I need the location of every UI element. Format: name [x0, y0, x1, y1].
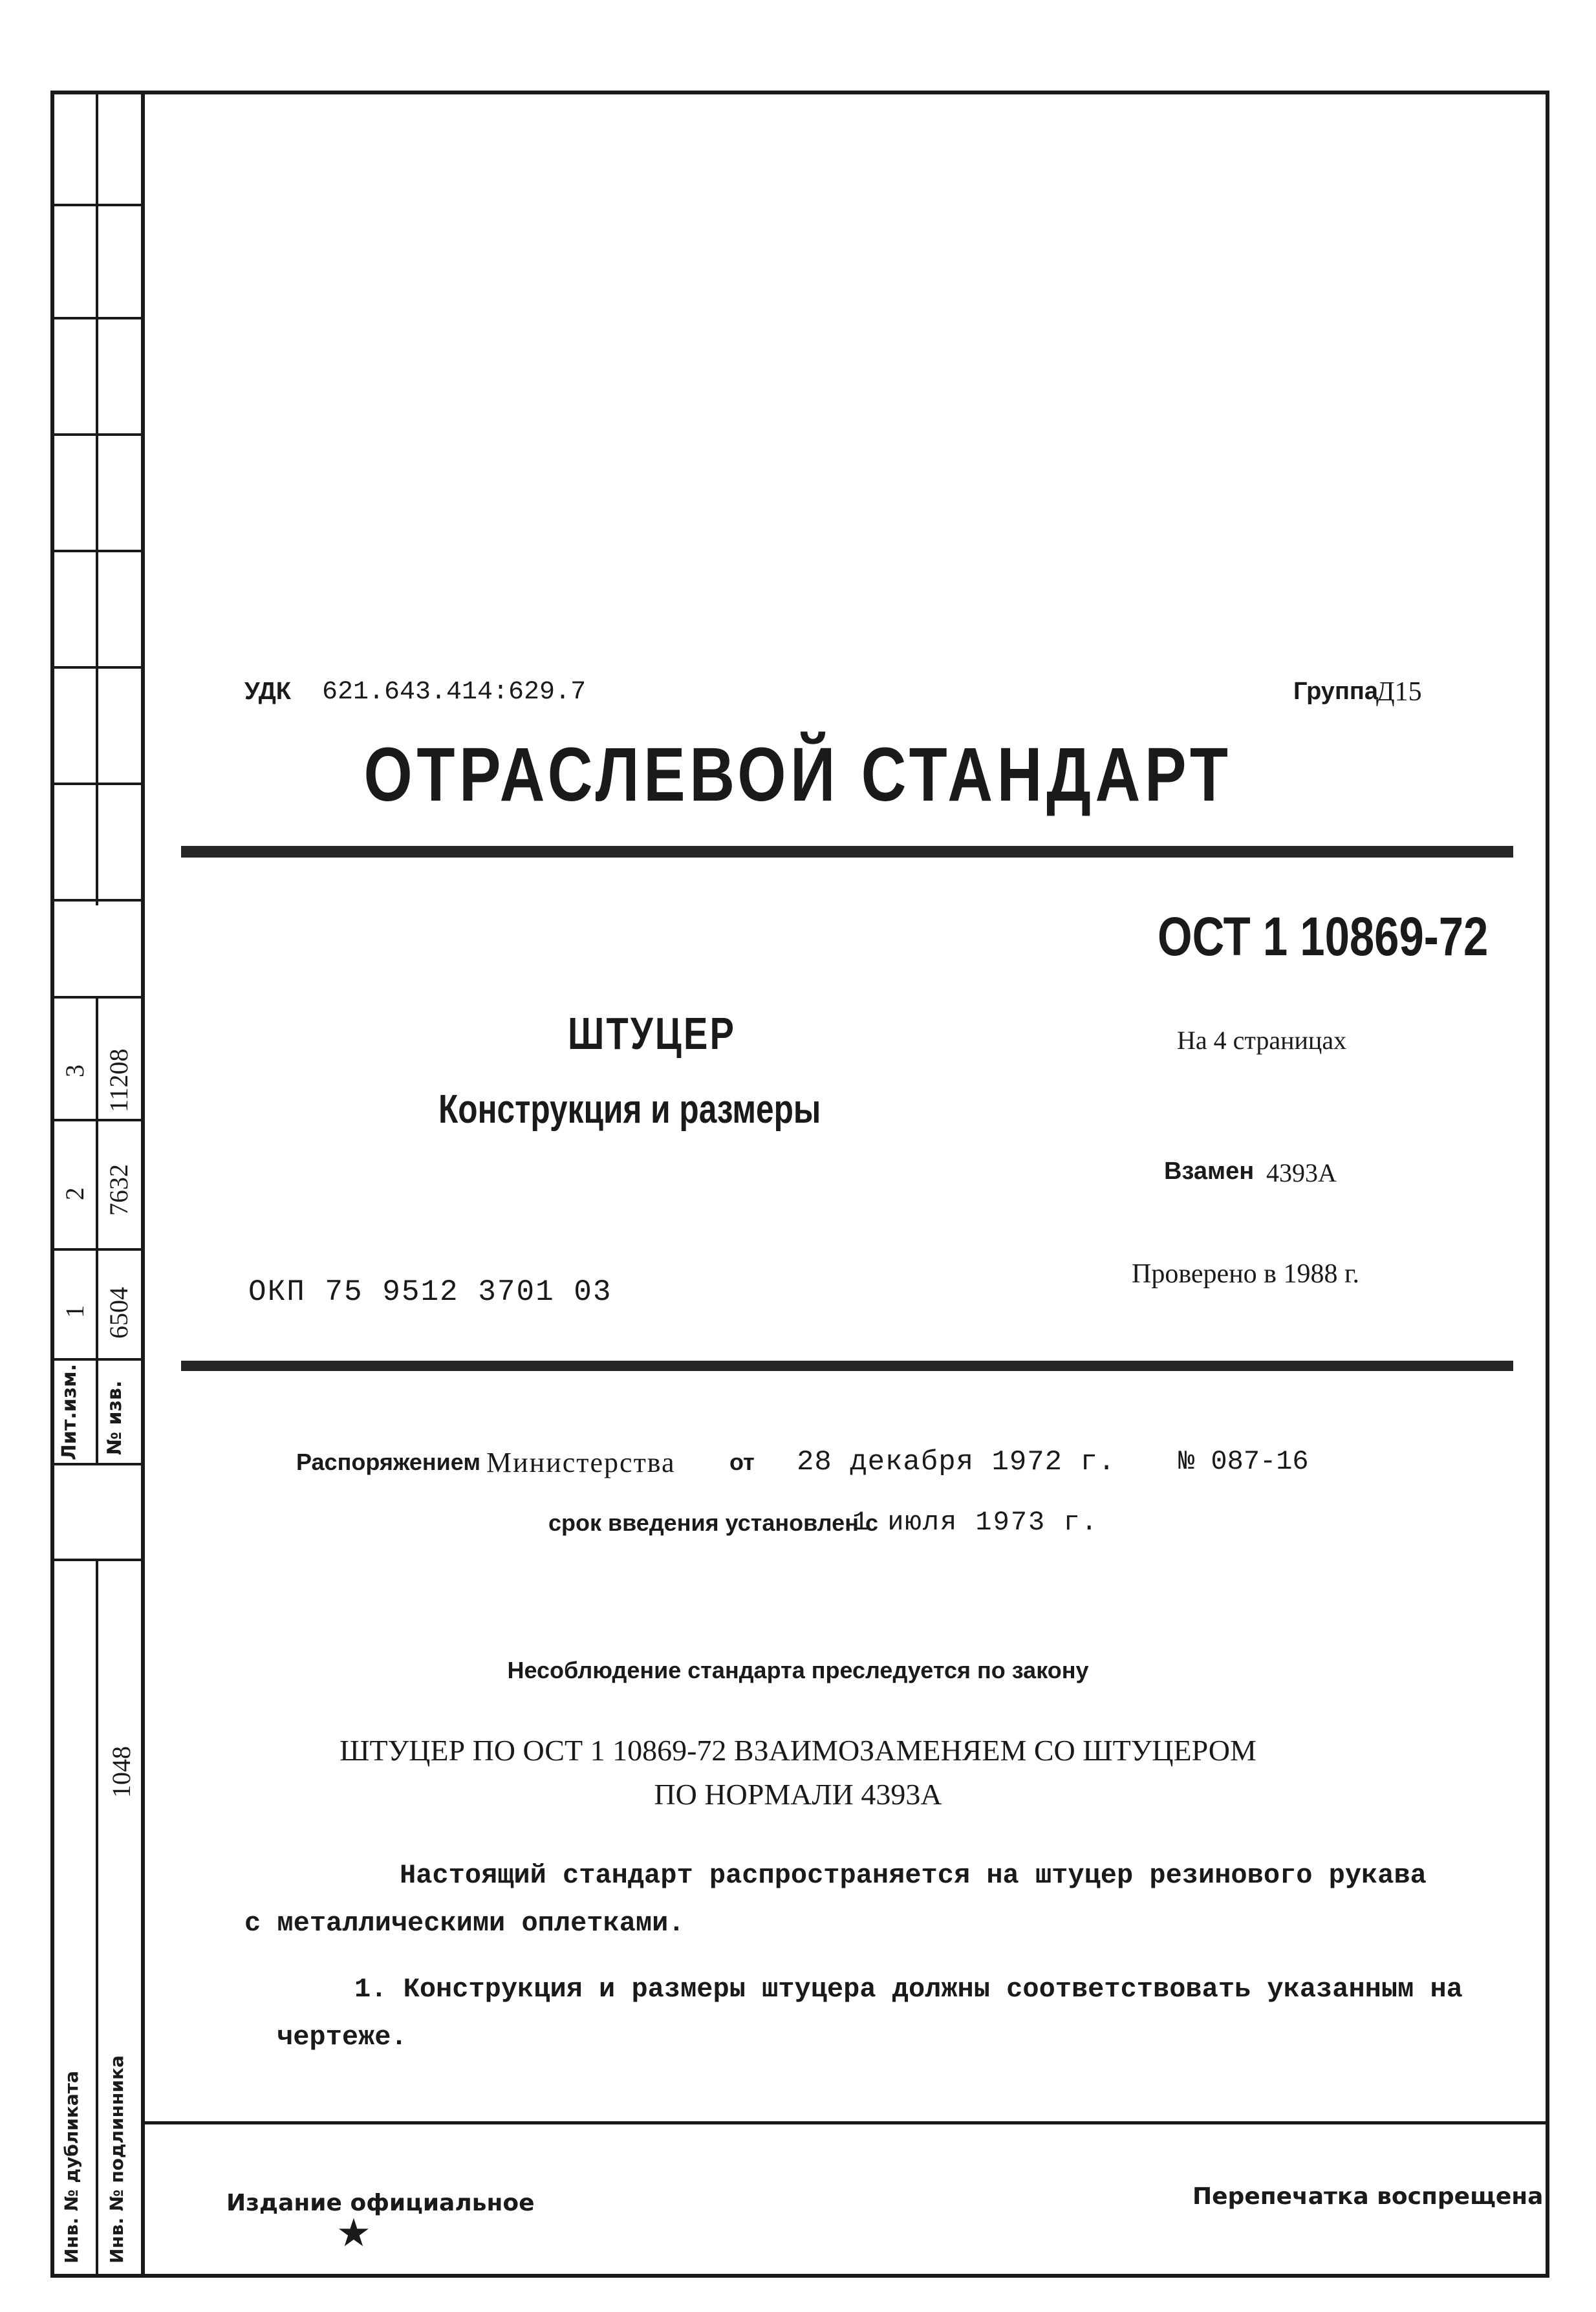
- change-number: 3: [60, 1064, 89, 1077]
- change-number: 2: [60, 1187, 89, 1200]
- law-notice: Несоблюдение стандарта преследуется по закону: [507, 1657, 1089, 1683]
- side-strip-line: [50, 1358, 145, 1361]
- intro-date-value: 1 июля 1973 г.: [852, 1507, 1099, 1538]
- checked-year: Проверено в 1988 г.: [1132, 1259, 1359, 1289]
- side-strip-line: [50, 1248, 145, 1251]
- replaces-label: Взамен: [1164, 1158, 1255, 1185]
- original-inventory-label: Инв. № подлинника: [106, 2055, 127, 2263]
- clause-1: 1. Конструкция и размеры штуцера должны соответствовать указанным на: [354, 1974, 1463, 2005]
- group-label: Группа: [1293, 678, 1378, 705]
- notice-number: 11208: [104, 1048, 133, 1112]
- star-icon: ★: [336, 2212, 371, 2254]
- side-strip-line: [50, 996, 145, 999]
- intro-date-label: срок введения установлен с: [548, 1509, 878, 1536]
- order-number: № 087-16: [1178, 1446, 1309, 1477]
- side-strip-line: [50, 1463, 145, 1465]
- notice-number: 7632: [104, 1164, 133, 1216]
- product-subtitle: Конструкция и размеры: [438, 1087, 821, 1132]
- changes-label: Лит.изм.: [58, 1363, 81, 1460]
- udk-label: УДК: [244, 678, 291, 705]
- notice-number: 6504: [104, 1287, 133, 1339]
- side-strip-line: [50, 1559, 145, 1561]
- side-strip-line: [50, 550, 145, 552]
- replaces-value: 4393А: [1266, 1158, 1337, 1187]
- official-edition: Издание официальное: [226, 2190, 535, 2216]
- udk-value: 621.643.414:629.7: [322, 678, 587, 707]
- side-strip-divider: [96, 996, 98, 1463]
- original-inventory-number: 1048: [107, 1746, 136, 1798]
- side-strip-line: [50, 783, 145, 785]
- order-date: 28 декабря 1972 г.: [797, 1446, 1116, 1478]
- clause-1: чертеже.: [277, 2022, 407, 2053]
- document-title: ОТРАСЛЕВОЙ СТАНДАРТ: [363, 732, 1233, 817]
- side-strip-line: [50, 1119, 145, 1121]
- reprint-prohibited: Перепечатка воспрещена: [1192, 2183, 1544, 2210]
- page-count: На 4 страницах: [1177, 1026, 1347, 1055]
- side-strip-line: [50, 899, 145, 902]
- scope-paragraph: Настоящий стандарт распространяется на штуцер резинового рукава: [400, 1860, 1427, 1891]
- side-strip-line: [50, 666, 145, 669]
- interchangeability-line: ШТУЦЕР ПО ОСТ 1 10869-72 ВЗАИМОЗАМЕНЯЕМ СО ШТУЦЕРОМ: [340, 1734, 1256, 1767]
- product-name: ШТУЦЕР: [568, 1008, 737, 1059]
- frame-inner-border: [141, 91, 145, 2278]
- order-from-label: от: [729, 1449, 755, 1475]
- scope-paragraph: с металлическими оплетками.: [244, 1908, 685, 1939]
- title-rule: [181, 846, 1513, 858]
- group-value: Д15: [1376, 677, 1422, 707]
- change-number: 1: [60, 1305, 89, 1318]
- standard-number: ОСТ 1 10869-72: [1158, 906, 1489, 967]
- interchangeability-line: ПО НОРМАЛИ 4393А: [654, 1778, 942, 1811]
- side-strip-line: [50, 433, 145, 436]
- doc-number-label: № изв.: [103, 1380, 126, 1455]
- order-ministry: Министерства: [486, 1447, 676, 1478]
- side-strip-line: [50, 204, 145, 206]
- side-strip-line: [50, 317, 145, 319]
- order-label: Распоряжением: [296, 1449, 480, 1475]
- footer-rule: [145, 2121, 1549, 2124]
- okp-code: ОКП 75 9512 3701 03: [248, 1275, 612, 1309]
- section-rule: [181, 1361, 1513, 1371]
- duplicate-inventory-label: Инв. № дубликата: [61, 2071, 82, 2263]
